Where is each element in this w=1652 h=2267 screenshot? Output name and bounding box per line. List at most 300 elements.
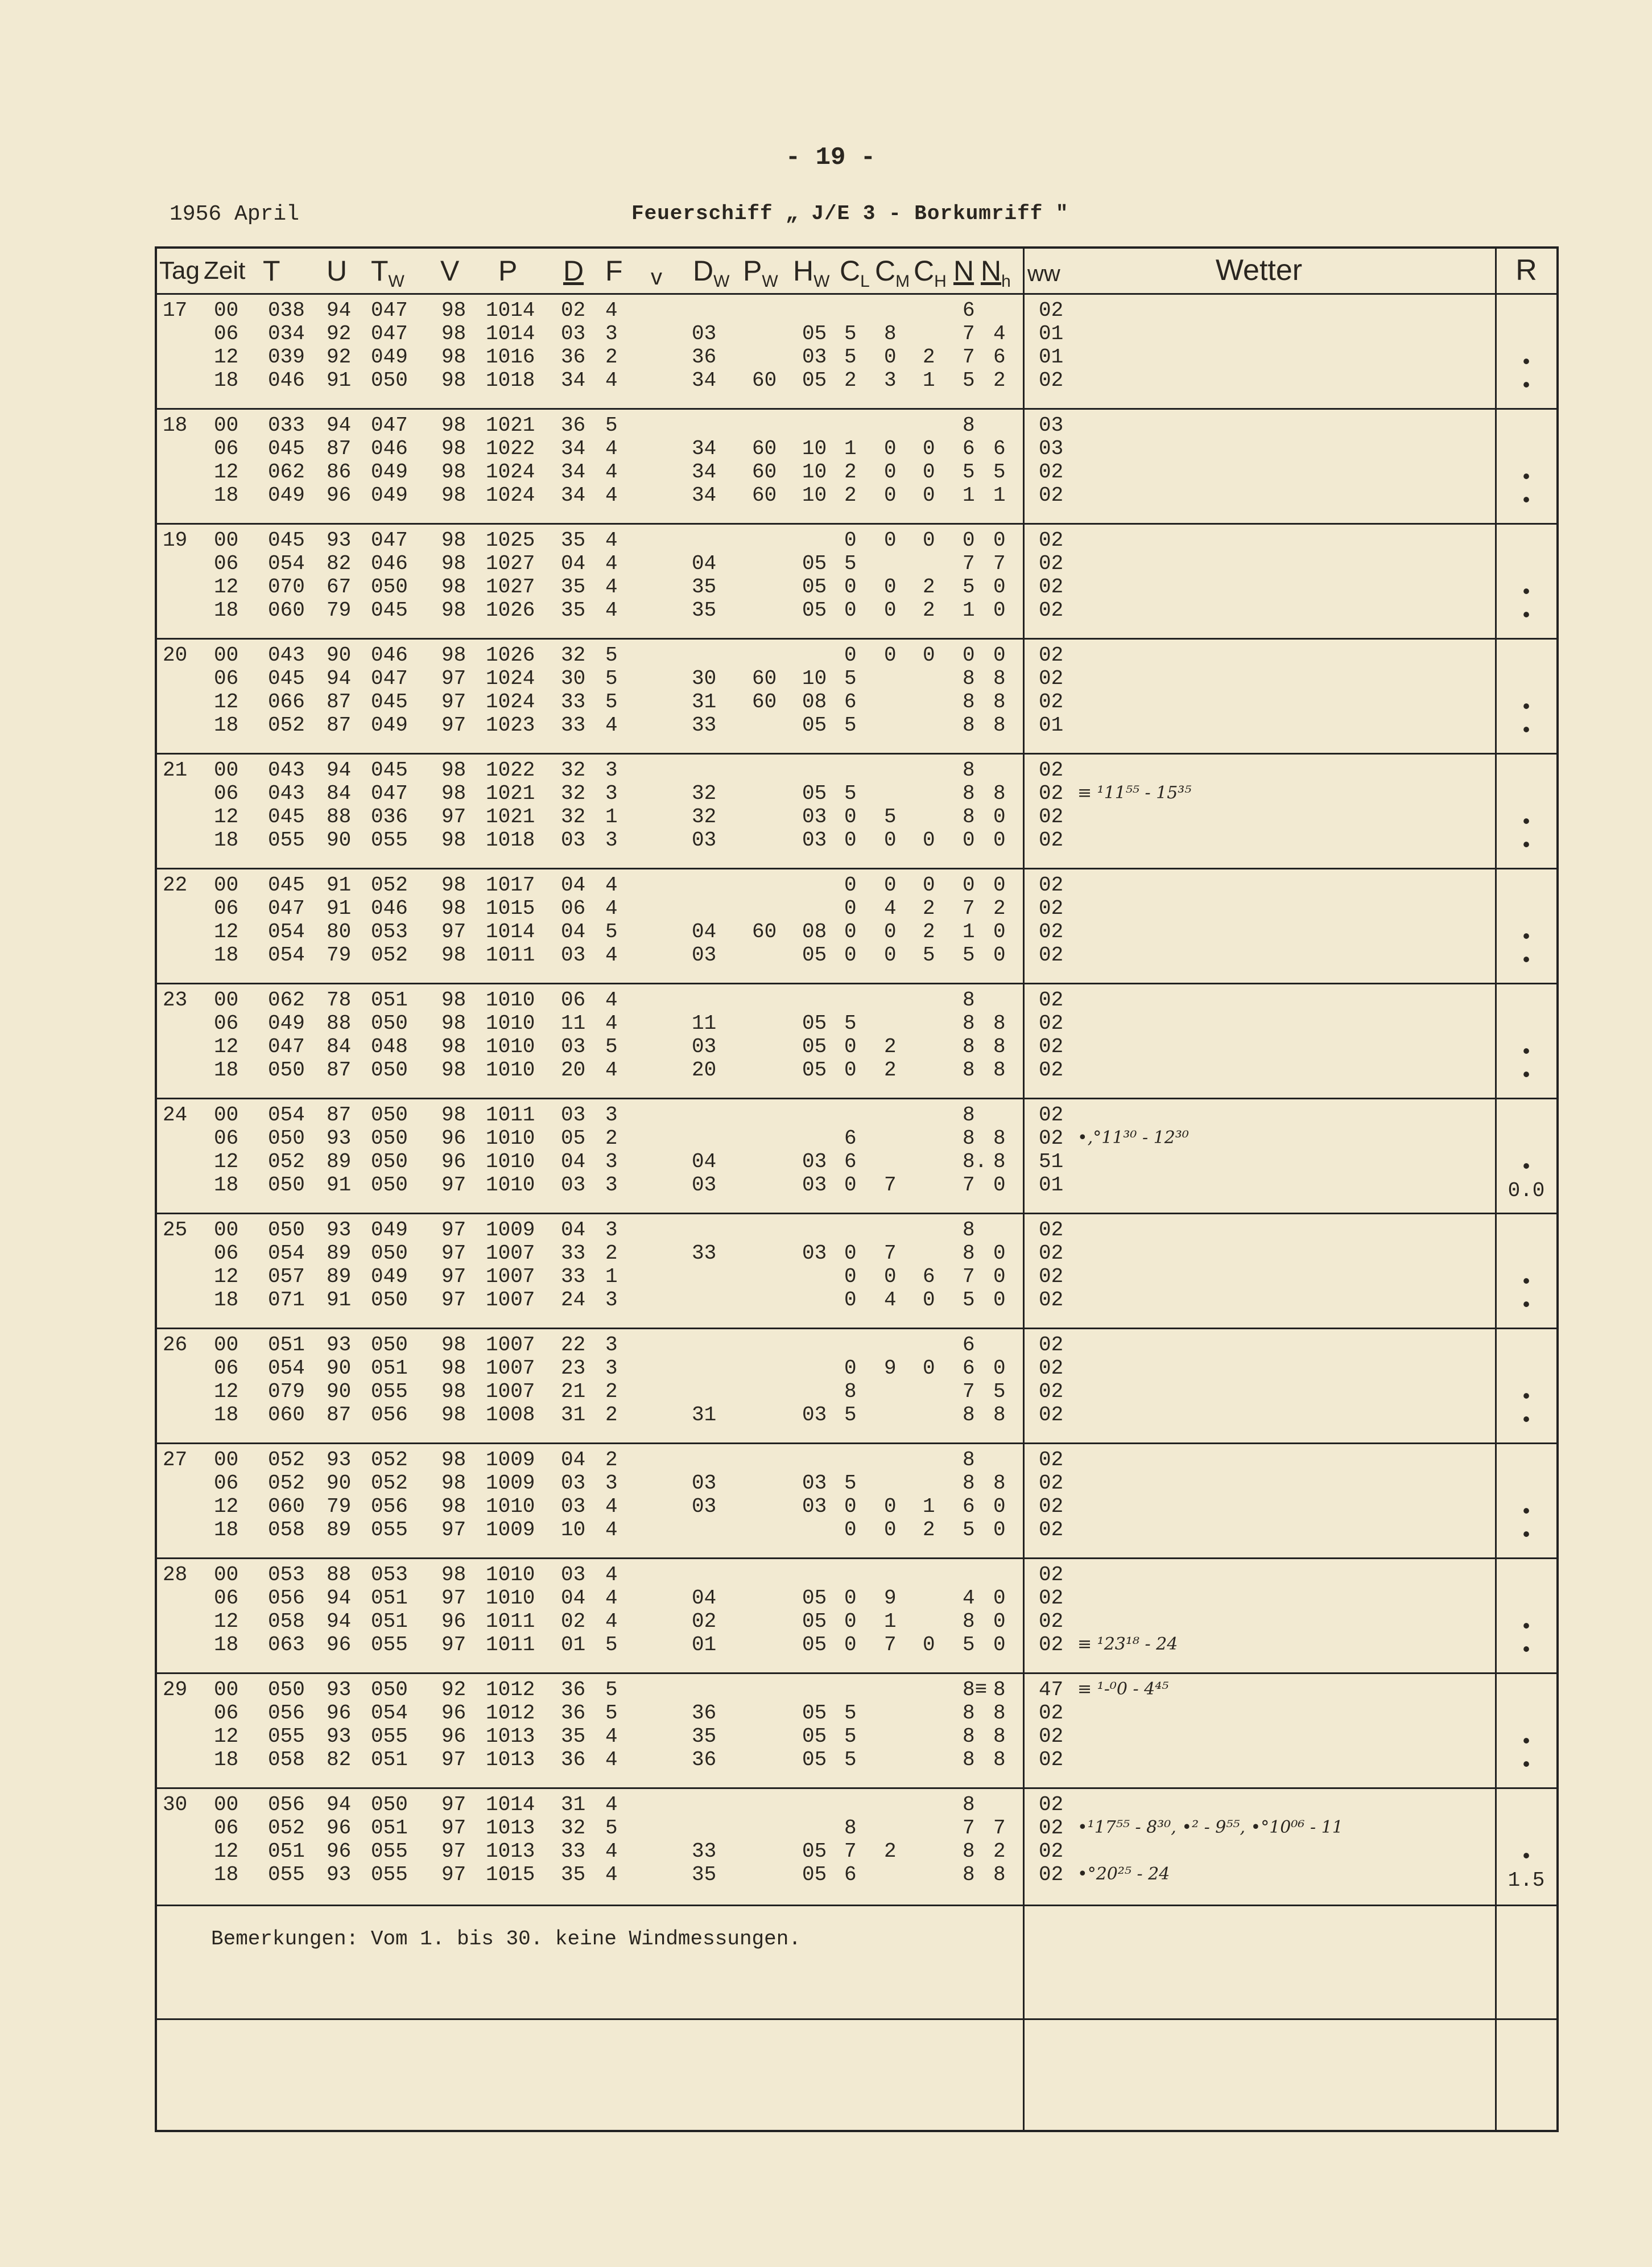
cell-nh: 8: [993, 1678, 1006, 1701]
cell-t: 055: [268, 1725, 305, 1748]
cell-p: 1013: [486, 1816, 535, 1840]
cell-d: 05: [561, 1127, 586, 1150]
cell-nh: 8: [993, 1725, 1006, 1748]
cell-ww: 02: [1039, 943, 1064, 967]
cell-t: 034: [268, 322, 305, 345]
col-wetter: Wetter: [1215, 254, 1303, 287]
r-value: •: [1520, 374, 1533, 398]
cell-tw: 047: [371, 782, 408, 805]
cell-t: 056: [268, 1701, 305, 1725]
cell-d: 35: [561, 1863, 586, 1886]
cell-zeit: 18: [214, 1173, 239, 1197]
cell-f: 4: [605, 1840, 618, 1863]
cell-n: 7: [963, 345, 975, 369]
cell-t: 038: [268, 299, 305, 322]
cell-p: 1021: [486, 414, 535, 437]
cell-d: 03: [561, 1173, 586, 1197]
r-value: •: [1520, 1064, 1533, 1087]
cell-ww: 02: [1039, 460, 1064, 484]
cell-zeit: 12: [214, 1840, 239, 1863]
cell-d: 03: [561, 322, 586, 345]
cell-f: 5: [605, 690, 618, 714]
cell-t: 052: [268, 1816, 305, 1840]
cell-cl: 6: [844, 1863, 857, 1886]
cell-ww: 02: [1039, 690, 1064, 714]
cell-d: 04: [561, 1218, 586, 1242]
cell-nh: 8: [993, 1058, 1006, 1082]
cell-hw: 05: [802, 1058, 827, 1082]
cell-t: 062: [268, 460, 305, 484]
cell-ww: 47: [1039, 1678, 1064, 1701]
cell-p: 1027: [486, 575, 535, 599]
cell-tw: 052: [371, 873, 408, 897]
day-tag: 22: [163, 873, 188, 897]
cell-zeit: 12: [214, 1725, 239, 1748]
cell-hw: 03: [802, 1242, 827, 1265]
cell-ch: 0: [923, 460, 935, 484]
cell-f: 4: [605, 943, 618, 967]
cell-v: 97: [441, 1242, 466, 1265]
cell-d: 32: [561, 1816, 586, 1840]
cell-f: 4: [605, 1748, 618, 1771]
cell-v: 97: [441, 1288, 466, 1312]
cell-zeit: 12: [214, 1035, 239, 1058]
cell-ch: 1: [923, 1495, 935, 1518]
cell-cl: 5: [844, 1748, 857, 1771]
cell-cl: 0: [844, 1518, 857, 1541]
cell-d: 04: [561, 1448, 586, 1472]
cell-d: 32: [561, 782, 586, 805]
cell-u: 96: [327, 1701, 352, 1725]
cell-zeit: 06: [214, 897, 239, 920]
cell-p: 1009: [486, 1472, 535, 1495]
cell-u: 90: [327, 644, 352, 667]
cell-u: 94: [327, 759, 352, 782]
cell-hw: 10: [802, 484, 827, 507]
cell-d: 33: [561, 714, 586, 737]
cell-n: 8: [963, 714, 975, 737]
cell-u: 88: [327, 805, 352, 829]
cell-zeit: 12: [214, 460, 239, 484]
cell-f: 4: [605, 460, 618, 484]
cell-zeit: 06: [214, 552, 239, 575]
cell-cl: 5: [844, 667, 857, 690]
cell-d: 04: [561, 920, 586, 943]
cell-n: 8: [963, 988, 975, 1012]
cell-t: 049: [268, 1012, 305, 1035]
cell-ww: 02: [1039, 299, 1064, 322]
cell-p: 1010: [486, 988, 535, 1012]
cell-zeit: 18: [214, 943, 239, 967]
cell-d: 36: [561, 1701, 586, 1725]
col-pw: $P_W$: [743, 255, 778, 291]
cell-tw: 053: [371, 920, 408, 943]
cell-tw: 051: [371, 1610, 408, 1633]
cell-p: 1007: [486, 1333, 535, 1357]
cell-zeit: 18: [214, 369, 239, 392]
cell-v: 98: [441, 529, 466, 552]
cell-tw: 050: [371, 1058, 408, 1082]
cell-u: 93: [327, 1678, 352, 1701]
cell-v: 96: [441, 1150, 466, 1173]
cell-p: 1010: [486, 1012, 535, 1035]
cell-t: 056: [268, 1793, 305, 1816]
cell-u: 89: [327, 1150, 352, 1173]
day-tag: 17: [163, 299, 188, 322]
cell-hw: 08: [802, 690, 827, 714]
cell-hw: 03: [802, 1472, 827, 1495]
cell-zeit: 00: [214, 988, 239, 1012]
cell-t: 054: [268, 1357, 305, 1380]
cell-zeit: 00: [214, 873, 239, 897]
header-year-month: 1956 April: [170, 202, 300, 226]
cell-nh: 0: [993, 1633, 1006, 1656]
cell-ww: 02: [1039, 897, 1064, 920]
cell-t: 054: [268, 943, 305, 967]
cell-ch: 0: [923, 1357, 935, 1380]
cell-cm: 9: [884, 1586, 897, 1610]
cell-zeit: 12: [214, 920, 239, 943]
cell-zeit: 18: [214, 1058, 239, 1082]
cell-dw: 34: [692, 437, 717, 460]
cell-t: 052: [268, 1472, 305, 1495]
cell-zeit: 12: [214, 1380, 239, 1403]
cell-n: 5: [963, 943, 975, 967]
cell-n: 1: [963, 599, 975, 622]
cell-n: 8: [963, 805, 975, 829]
cell-pw: 60: [752, 437, 777, 460]
cell-f: 4: [605, 1610, 618, 1633]
cell-tw: 045: [371, 690, 408, 714]
cell-t: 054: [268, 552, 305, 575]
cell-cl: 6: [844, 1127, 857, 1150]
cell-ww: 02: [1039, 552, 1064, 575]
cell-v: 96: [441, 1701, 466, 1725]
cell-zeit: 00: [214, 299, 239, 322]
cell-nh: 8: [993, 1127, 1006, 1150]
cell-n: 6: [963, 1357, 975, 1380]
cell-cl: 0: [844, 1265, 857, 1288]
cell-cl: 0: [844, 873, 857, 897]
cell-tw: 055: [371, 829, 408, 852]
r-value: •: [1520, 1615, 1533, 1639]
col-tag: Tag: [159, 257, 200, 285]
cell-ww: 02: [1039, 1103, 1064, 1127]
cell-ch: 1: [923, 369, 935, 392]
cell-v: 98: [441, 575, 466, 599]
cell-t: 060: [268, 1495, 305, 1518]
cell-p: 1013: [486, 1725, 535, 1748]
cell-u: 89: [327, 1265, 352, 1288]
col-divider-ww: [1023, 249, 1025, 2130]
cell-t: 060: [268, 599, 305, 622]
cell-n: 8: [963, 1218, 975, 1242]
cell-f: 2: [605, 1127, 618, 1150]
cell-d: 03: [561, 829, 586, 852]
cell-tw: 049: [371, 460, 408, 484]
cell-u: 84: [327, 1035, 352, 1058]
cell-hw: 10: [802, 460, 827, 484]
cell-zeit: 12: [214, 345, 239, 369]
cell-d: 32: [561, 759, 586, 782]
cell-u: 93: [327, 1863, 352, 1886]
cell-d: 36: [561, 345, 586, 369]
cell-v: 98: [441, 1472, 466, 1495]
cell-d: 34: [561, 484, 586, 507]
cell-cl: 5: [844, 1472, 857, 1495]
r-value: •: [1520, 1754, 1533, 1777]
cell-ww: 02: [1039, 369, 1064, 392]
cell-tw: 050: [371, 1012, 408, 1035]
cell-tw: 045: [371, 759, 408, 782]
cell-hw: 03: [802, 1403, 827, 1427]
cell-cl: 5: [844, 1725, 857, 1748]
cell-tw: 049: [371, 1265, 408, 1288]
cell-hw: 05: [802, 1035, 827, 1058]
r-value: •: [1520, 1524, 1533, 1547]
cell-f: 2: [605, 1448, 618, 1472]
cell-u: 94: [327, 1586, 352, 1610]
cell-n: 8: [963, 1012, 975, 1035]
cell-v: 98: [441, 1448, 466, 1472]
cell-hw: 10: [802, 667, 827, 690]
cell-v: 98: [441, 599, 466, 622]
wetter-annotation: •¹17⁵⁵ - 8³⁰, •² - 9⁵⁵, •°10⁰⁶ - 11: [1077, 1817, 1343, 1837]
cell-zeit: 00: [214, 414, 239, 437]
cell-dw: 33: [692, 714, 717, 737]
r-value: •: [1520, 1501, 1533, 1524]
cell-zeit: 00: [214, 1563, 239, 1586]
day-divider: [157, 1557, 1556, 1559]
cell-cl: 5: [844, 1403, 857, 1427]
cell-ch: 2: [923, 1518, 935, 1541]
cell-zeit: 18: [214, 1518, 239, 1541]
cell-tw: 055: [371, 1518, 408, 1541]
cell-ww: 02: [1039, 829, 1064, 852]
cell-v: 98: [441, 759, 466, 782]
cell-p: 1017: [486, 873, 535, 897]
cell-t: 055: [268, 829, 305, 852]
col-dw: $D_W$: [693, 255, 730, 291]
cell-f: 4: [605, 575, 618, 599]
cell-f: 4: [605, 1058, 618, 1082]
cell-n: 8: [963, 1793, 975, 1816]
cell-f: 5: [605, 1816, 618, 1840]
cell-d: 03: [561, 1495, 586, 1518]
cell-n: 8: [963, 1448, 975, 1472]
cell-ww: 02: [1039, 644, 1064, 667]
cell-p: 1014: [486, 299, 535, 322]
r-value: •: [1520, 489, 1533, 513]
cell-hw: 10: [802, 437, 827, 460]
cell-ch: 0: [923, 1288, 935, 1312]
remarks-text: Bemerkungen: Vom 1. bis 30. keine Windmessungen.: [211, 1927, 801, 1951]
cell-d: 36: [561, 414, 586, 437]
cell-nh: 7: [993, 552, 1006, 575]
cell-nh: 8: [993, 1472, 1006, 1495]
cell-p: 1007: [486, 1288, 535, 1312]
cell-nh: 7: [993, 1816, 1006, 1840]
day-tag: 30: [163, 1793, 188, 1816]
cell-ww: 02: [1039, 1563, 1064, 1586]
cell-tw: 047: [371, 667, 408, 690]
cell-t: 045: [268, 873, 305, 897]
cell-t: 050: [268, 1127, 305, 1150]
r-value: 0.0: [1508, 1179, 1545, 1202]
cell-n: 8: [963, 1610, 975, 1633]
cell-tw: 055: [371, 1725, 408, 1748]
cell-p: 1014: [486, 920, 535, 943]
cell-nh: 8: [993, 1150, 1006, 1173]
day-divider: [157, 753, 1556, 755]
cell-cl: 8: [844, 1816, 857, 1840]
cell-v: 98: [441, 345, 466, 369]
cell-tw: 046: [371, 552, 408, 575]
cell-v: 98: [441, 943, 466, 967]
cell-nh: 0: [993, 1610, 1006, 1633]
cell-p: 1011: [486, 1610, 535, 1633]
cell-d: 21: [561, 1380, 586, 1403]
day-divider: [157, 1442, 1556, 1444]
r-value: •: [1520, 351, 1533, 374]
cell-cl: 0: [844, 1633, 857, 1656]
cell-zeit: 18: [214, 1403, 239, 1427]
cell-u: 86: [327, 460, 352, 484]
cell-nh: 0: [993, 1518, 1006, 1541]
cell-tw: 046: [371, 644, 408, 667]
r-value: •: [1520, 1845, 1533, 1869]
cell-ww: 02: [1039, 1333, 1064, 1357]
cell-n: 7: [963, 322, 975, 345]
cell-dw: 32: [692, 805, 717, 829]
cell-t: 052: [268, 1150, 305, 1173]
cell-v: 98: [441, 1012, 466, 1035]
cell-f: 1: [605, 805, 618, 829]
cell-tw: 050: [371, 1288, 408, 1312]
cell-cl: 0: [844, 920, 857, 943]
cell-v: 98: [441, 644, 466, 667]
cell-ww: 02: [1039, 1495, 1064, 1518]
cell-zeit: 06: [214, 1357, 239, 1380]
cell-f: 5: [605, 1633, 618, 1656]
cell-u: 91: [327, 369, 352, 392]
cell-n: 4: [963, 1586, 975, 1610]
cell-ww: 02: [1039, 667, 1064, 690]
cell-t: 045: [268, 529, 305, 552]
cell-f: 5: [605, 1035, 618, 1058]
cell-ww: 02: [1039, 1058, 1064, 1082]
day-tag: 20: [163, 644, 188, 667]
observation-table: [155, 246, 1559, 2132]
cell-ch: 2: [923, 599, 935, 622]
cell-zeit: 00: [214, 1793, 239, 1816]
day-tag: 27: [163, 1448, 188, 1472]
cell-p: 1014: [486, 1793, 535, 1816]
cell-v: 92: [441, 1678, 466, 1701]
cell-nh: 0: [993, 920, 1006, 943]
cell-dw: 04: [692, 920, 717, 943]
cell-cl: 0: [844, 829, 857, 852]
cell-dw: 33: [692, 1242, 717, 1265]
cell-nh: 0: [993, 575, 1006, 599]
col-t: T: [263, 255, 280, 287]
cell-d: 03: [561, 1563, 586, 1586]
cell-nh: 8: [993, 1863, 1006, 1886]
day-divider: [157, 868, 1556, 869]
cell-tw: 051: [371, 1816, 408, 1840]
header-rule: [157, 293, 1556, 295]
cell-v: 97: [441, 714, 466, 737]
cell-n: 8: [963, 414, 975, 437]
cell-cl: 0: [844, 529, 857, 552]
cell-f: 3: [605, 1357, 618, 1380]
cell-n: 6: [963, 437, 975, 460]
cell-cm: 0: [884, 575, 897, 599]
cell-tw: 055: [371, 1380, 408, 1403]
cell-v: 98: [441, 460, 466, 484]
cell-p: 1011: [486, 943, 535, 967]
cell-hw: 05: [802, 1840, 827, 1863]
cell-ww: 02: [1039, 575, 1064, 599]
cell-cl: 1: [844, 437, 857, 460]
cell-t: 043: [268, 782, 305, 805]
cell-v: 97: [441, 1863, 466, 1886]
cell-ww: 51: [1039, 1150, 1064, 1173]
cell-p: 1015: [486, 1863, 535, 1886]
cell-zeit: 12: [214, 575, 239, 599]
cell-ww: 02: [1039, 1472, 1064, 1495]
cell-f: 5: [605, 667, 618, 690]
col-tw: $T_W$: [371, 255, 404, 291]
cell-d: 02: [561, 299, 586, 322]
cell-t: 052: [268, 714, 305, 737]
cell-d: 33: [561, 1242, 586, 1265]
cell-zeit: 06: [214, 782, 239, 805]
cell-u: 90: [327, 829, 352, 852]
cell-v: 97: [441, 1173, 466, 1197]
cell-zeit: 00: [214, 1678, 239, 1701]
cell-f: 4: [605, 1725, 618, 1748]
r-value: •: [1520, 949, 1533, 972]
cell-n: 7: [963, 552, 975, 575]
cell-f: 4: [605, 714, 618, 737]
cell-f: 4: [605, 1518, 618, 1541]
cell-cm: 0: [884, 1265, 897, 1288]
cell-f: 4: [605, 897, 618, 920]
cell-f: 5: [605, 920, 618, 943]
cell-d: 22: [561, 1333, 586, 1357]
day-tag: 21: [163, 759, 188, 782]
cell-tw: 056: [371, 1403, 408, 1427]
cell-v: 97: [441, 1265, 466, 1288]
cell-hw: 03: [802, 1150, 827, 1173]
cell-v: 98: [441, 782, 466, 805]
cell-f: 3: [605, 1472, 618, 1495]
cell-dw: 33: [692, 1840, 717, 1863]
cell-f: 1: [605, 1265, 618, 1288]
cell-u: 82: [327, 1748, 352, 1771]
cell-zeit: 18: [214, 1633, 239, 1656]
bottom-rule: [157, 2018, 1556, 2020]
cell-v: 96: [441, 1725, 466, 1748]
cell-f: 2: [605, 345, 618, 369]
cell-ww: 02: [1039, 1610, 1064, 1633]
cell-pw: 60: [752, 369, 777, 392]
cell-cl: 5: [844, 1012, 857, 1035]
cell-p: 1011: [486, 1633, 535, 1656]
cell-cm: 0: [884, 460, 897, 484]
cell-cl: 0: [844, 1288, 857, 1312]
